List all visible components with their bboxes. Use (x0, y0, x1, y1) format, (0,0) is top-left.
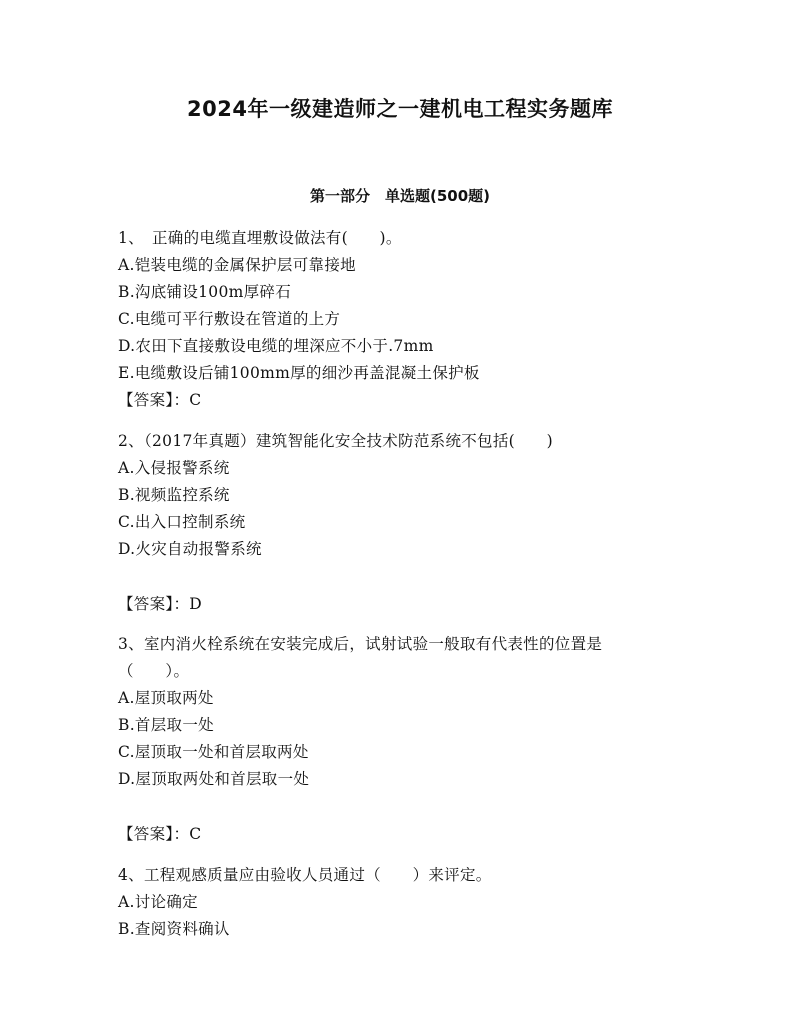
question-1-option-c: C.电缆可平行敷设在管道的上方 (118, 310, 341, 328)
question-1-option-e: E.电缆敷设后铺100mm厚的细沙再盖混凝土保护板 (118, 364, 480, 382)
question-2-option-b: B.视频监控系统 (118, 486, 230, 504)
section-heading: 第一部分 单选题(500题) (309, 187, 491, 205)
question-3-option-a: A.屋顶取两处 (118, 689, 214, 707)
question-1-option-a: A.铠装电缆的金属保护层可靠接地 (118, 256, 356, 274)
question-1-answer: 【答案】：C (118, 391, 202, 409)
question-2-option-d: D.火灾自动报警系统 (118, 540, 262, 558)
question-3-option-d: D.屋顶取两处和首层取一处 (118, 770, 310, 788)
question-3-stem: 3、室内消火栓系统在安装完成后，试射试验一般取有代表性的位置是 (118, 635, 603, 653)
document-title: 2024年一级建造师之一建机电工程实务题库 (187, 97, 613, 121)
question-3-stem-continued: （ ）。 (118, 662, 190, 680)
question-1-option-d: D.农田下直接敷设电缆的埋深应不小于.7mm (118, 337, 434, 355)
question-4-stem: 4、工程观感质量应由验收人员通过（ ）来评定。 (118, 866, 492, 884)
question-2-option-c: C.出入口控制系统 (118, 513, 246, 531)
question-1-option-b: B.沟底铺设100m厚碎石 (118, 283, 292, 301)
question-4-option-a: A.讨论确定 (118, 893, 198, 911)
question-1-stem: 1、 正确的电缆直埋敷设做法有( )。 (118, 229, 402, 247)
question-2-option-a: A.入侵报警系统 (118, 459, 230, 477)
question-3-answer: 【答案】：C (118, 825, 202, 843)
question-3-option-c: C.屋顶取一处和首层取两处 (118, 743, 309, 761)
question-3-option-b: B.首层取一处 (118, 716, 214, 734)
question-2-stem: 2、（2017年真题）建筑智能化安全技术防范系统不包括( ) (118, 432, 553, 450)
question-2-answer: 【答案】：D (118, 595, 202, 613)
question-4-option-b: B.查阅资料确认 (118, 920, 230, 938)
